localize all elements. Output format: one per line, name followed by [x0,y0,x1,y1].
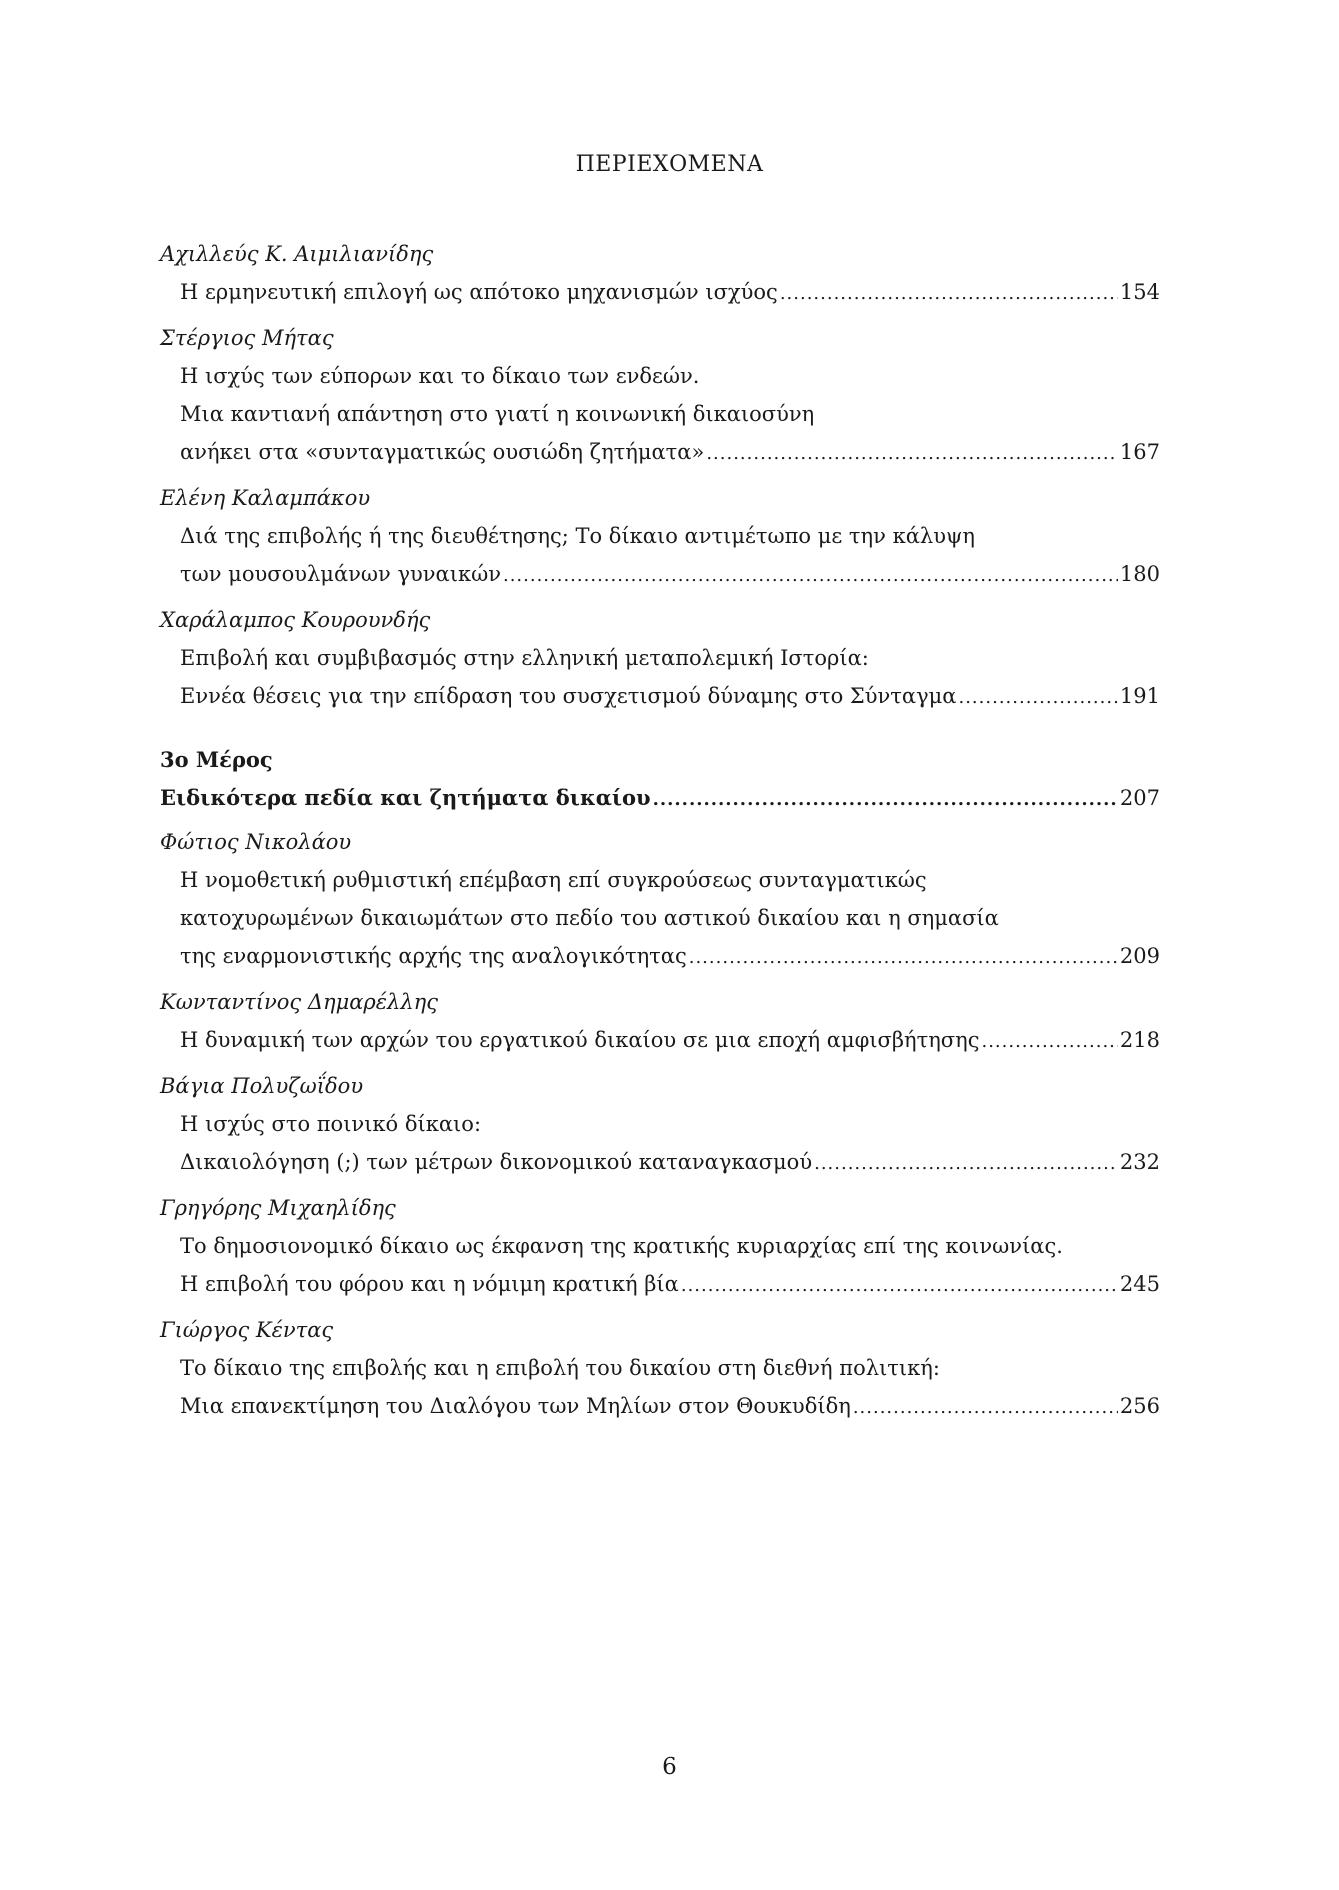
chapter-title-line: Η νομοθετική ρυθμιστική επέμβαση επί συγκρούσεως συνταγματικώς [180,868,927,892]
toc-chapter [160,1189,1160,1305]
chapter-title-final-line [180,1265,1160,1305]
toc-chapter [160,823,1160,977]
chapter-entry[interactable] [160,357,1160,473]
toc-chapter [160,479,1160,595]
chapter-title-text: Η ερμηνευτική επιλογή ως απότοκο μηχανισμών ισχύος [180,280,778,304]
part-page-number: 207 [1119,786,1160,810]
chapter-title-text: Η δυναμική των αρχών του εργατικού δικαίου σε μια εποχή αμφισβήτησης [180,1028,980,1052]
chapter-author: Φώτιος Νικολάου [160,830,352,854]
chapter-title-final-line [180,677,1160,717]
chapter-title-final-line [180,937,1160,977]
dot-leader [503,557,1118,595]
chapter-title-text: Μια επανεκτίμηση του Διαλόγου των Μηλίων στον Θουκυδίδη [180,1394,851,1418]
chapter-title-final-line [180,1387,1160,1427]
chapter-title-line: Η ισχύς στο ποινικό δίκαιο: [180,1112,482,1136]
chapter-author: Ελένη Καλαμπάκου [160,486,371,510]
chapter-author: Χαράλαμπος Κουρουνδής [160,608,431,632]
table-of-contents [160,232,1160,1433]
chapter-title-text: Δικαιολόγηση (;) των μέτρων δικονομικού καταναγκασμού [180,1150,813,1174]
chapter-entry[interactable] [160,639,1160,717]
chapter-page-number: 218 [1119,1028,1160,1052]
dot-leader [853,1389,1118,1427]
dot-leader [814,1145,1118,1183]
chapter-title-text: ανήκει στα «συνταγματικώς ουσιώδη ζητήματα» [180,440,705,464]
chapter-author: Αχιλλεύς Κ. Αιμιλιανίδης [160,242,434,266]
chapter-title-line: Διά της επιβολής ή της διευθέτησης; Το δίκαιο αντιμέτωπο με την κάλυψη [180,524,976,548]
chapter-author: Κωνταντίνος Δημαρέλλης [160,990,438,1014]
chapter-title-text: Η επιβολή του φόρου και η νόμιμη κρατική βία [180,1272,679,1296]
toc-chapter [160,983,1160,1061]
chapter-title-text: Εννέα θέσεις για την επίδραση του συσχετισμού δύναμης στο Σύνταγμα [180,684,957,708]
chapter-author: Στέργιος Μήτας [160,326,334,350]
toc-chapter [160,1067,1160,1183]
chapter-title-text: των μουσουλμάνων γυναικών [180,562,501,586]
dot-leader [653,781,1118,819]
chapter-entry[interactable] [160,273,1160,313]
chapter-title-line: Το δίκαιο της επιβολής και η επιβολή του δικαίου στη διεθνή πολιτική: [180,1356,940,1380]
toc-chapter [160,1311,1160,1427]
part-label: 3ο Μέρος [160,747,273,772]
chapter-page-number: 209 [1119,944,1160,968]
chapter-title-final-line [180,1021,1160,1061]
chapter-page-number: 180 [1119,562,1160,586]
part-title-entry[interactable] [160,779,1160,819]
chapter-title-final-line [180,433,1160,473]
chapter-title-line: Η ισχύς των εύπορων και το δίκαιο των ενδεών. [180,364,700,388]
dot-leader [681,1267,1118,1305]
page-title: ΠΕΡΙΕΧΟΜΕΝΑ [575,152,764,177]
chapter-entry[interactable] [160,1021,1160,1061]
chapter-author: Γρηγόρης Μιχαηλίδης [160,1196,396,1220]
chapter-page-number: 245 [1119,1272,1160,1296]
chapter-entry[interactable] [160,1227,1160,1305]
dot-leader [981,1023,1117,1061]
chapter-title-line: Επιβολή και συμβιβασμός στην ελληνική μεταπολεμική Ιστορία: [180,646,869,670]
chapter-title-final-line [180,555,1160,595]
chapter-author: Βάγια Πολυζωΐδου [160,1074,364,1098]
dot-leader [780,275,1118,313]
chapter-title-line: κατοχυρωμένων δικαιωμάτων στο πεδίο του αστικού δικαίου και η σημασία [180,906,999,930]
toc-chapter [160,235,1160,313]
chapter-title-text: της εναρμονιστικής αρχής της αναλογικότητας [180,944,687,968]
chapter-title-final-line [180,1143,1160,1183]
chapter-page-number: 232 [1119,1150,1160,1174]
chapter-page-number: 167 [1119,440,1160,464]
dot-leader [958,679,1117,717]
dot-leader [706,435,1118,473]
toc-section-b [160,823,1160,1427]
toc-chapter [160,601,1160,717]
part-title: Ειδικότερα πεδία και ζητήματα δικαίου [160,785,651,810]
chapter-page-number: 191 [1119,684,1160,708]
chapter-title-line: Μια καντιανή απάντηση στο γιατί η κοινωνική δικαιοσύνη [180,402,815,426]
chapter-entry[interactable] [160,517,1160,595]
chapter-author: Γιώργος Κέντας [160,1318,334,1342]
chapter-entry[interactable] [160,1349,1160,1427]
chapter-page-number: 154 [1119,280,1160,304]
chapter-entry[interactable] [160,861,1160,977]
chapter-page-number: 256 [1119,1394,1160,1418]
dot-leader [689,939,1118,977]
page-number: 6 [662,1754,677,1780]
toc-section-a [160,235,1160,717]
toc-chapter [160,319,1160,473]
chapter-title-line: Το δημοσιονομικό δίκαιο ως έκφανση της κρατικής κυριαρχίας επί της κοινωνίας. [180,1234,1063,1258]
chapter-title-final-line [180,273,1160,313]
chapter-entry[interactable] [160,1105,1160,1183]
